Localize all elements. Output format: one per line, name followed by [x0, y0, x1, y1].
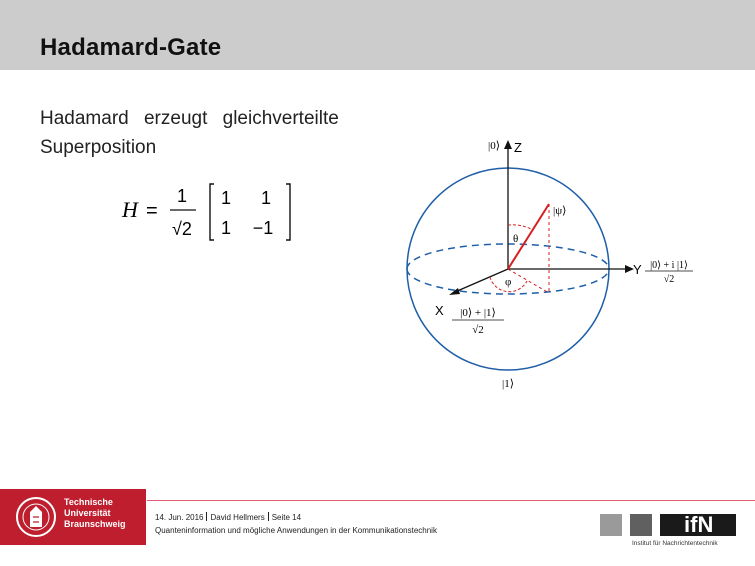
- body-text: [40, 104, 339, 162]
- label-x-state-numerator: |0⟩ + |1⟩: [460, 307, 496, 319]
- matrix-cell-10: 1: [220, 218, 232, 238]
- label-ket-1: |1⟩: [502, 378, 514, 390]
- label-y-state-denominator: √2: [663, 274, 675, 285]
- university-seal-icon: [14, 492, 58, 542]
- label-theta: θ: [513, 233, 519, 245]
- logo-wordmark: [64, 497, 126, 530]
- matrix-left-bracket: [210, 184, 214, 240]
- z-arrowhead: [504, 140, 512, 149]
- footer-author: David Hellmers: [210, 513, 265, 522]
- label-ket-0: |0⟩: [488, 140, 500, 152]
- label-psi: |ψ⟩: [553, 205, 567, 217]
- tu-braunschweig-logo: [0, 489, 146, 545]
- x-axis: [455, 269, 508, 292]
- matrix-cell-00: 1: [220, 188, 232, 208]
- fraction-denominator: √2: [172, 219, 192, 239]
- ifn-square-light: [600, 514, 622, 536]
- logo-line-3: Braunschweig: [64, 519, 126, 529]
- footer-separator: [206, 512, 207, 521]
- fraction-numerator: 1: [176, 186, 188, 206]
- footer-separator: [268, 512, 269, 521]
- ifn-square-mid: [630, 514, 652, 536]
- body-line-1: Hadamard erzeugt gleichverteilte: [40, 108, 339, 129]
- label-z-axis: Z: [514, 140, 522, 155]
- label-x-axis: X: [435, 303, 444, 318]
- hadamard-formula: [118, 180, 308, 244]
- label-y-axis: Y: [633, 262, 642, 277]
- ifn-caption: Institut für Nachrichtentechnik: [632, 540, 718, 547]
- slide-title: Hadamard-Gate: [40, 34, 222, 61]
- footer-info: [155, 511, 437, 537]
- footer-page: Seite 14: [271, 513, 302, 522]
- label-phi: φ: [505, 276, 512, 288]
- formula-lhs: H: [122, 197, 138, 222]
- footer-subtitle: Quanteninformation und mögliche Anwendungen in der Kommunikationstechnik: [155, 526, 437, 535]
- footer-date: 14. Jun. 2016: [155, 513, 204, 522]
- body-line-2: Superposition: [40, 137, 157, 158]
- label-x-state-denominator: √2: [472, 324, 484, 336]
- formula-equals: =: [146, 200, 158, 222]
- state-projection-base: [508, 269, 549, 293]
- footer-meta-line: [155, 511, 437, 524]
- ifn-letter-block: [660, 514, 736, 536]
- logo-line-1: Technische: [64, 497, 113, 507]
- label-y-state-numerator: |0⟩ + i |1⟩: [650, 260, 688, 271]
- logo-line-2: Universität: [64, 508, 111, 518]
- matrix-cell-11: −1: [252, 218, 274, 238]
- matrix-cell-01: 1: [260, 188, 272, 208]
- bloch-sphere: [395, 130, 705, 392]
- ifn-letters: ifN: [684, 512, 714, 537]
- theta-arc: [508, 225, 533, 230]
- matrix-right-bracket: [286, 184, 290, 240]
- footer-divider: [147, 500, 755, 501]
